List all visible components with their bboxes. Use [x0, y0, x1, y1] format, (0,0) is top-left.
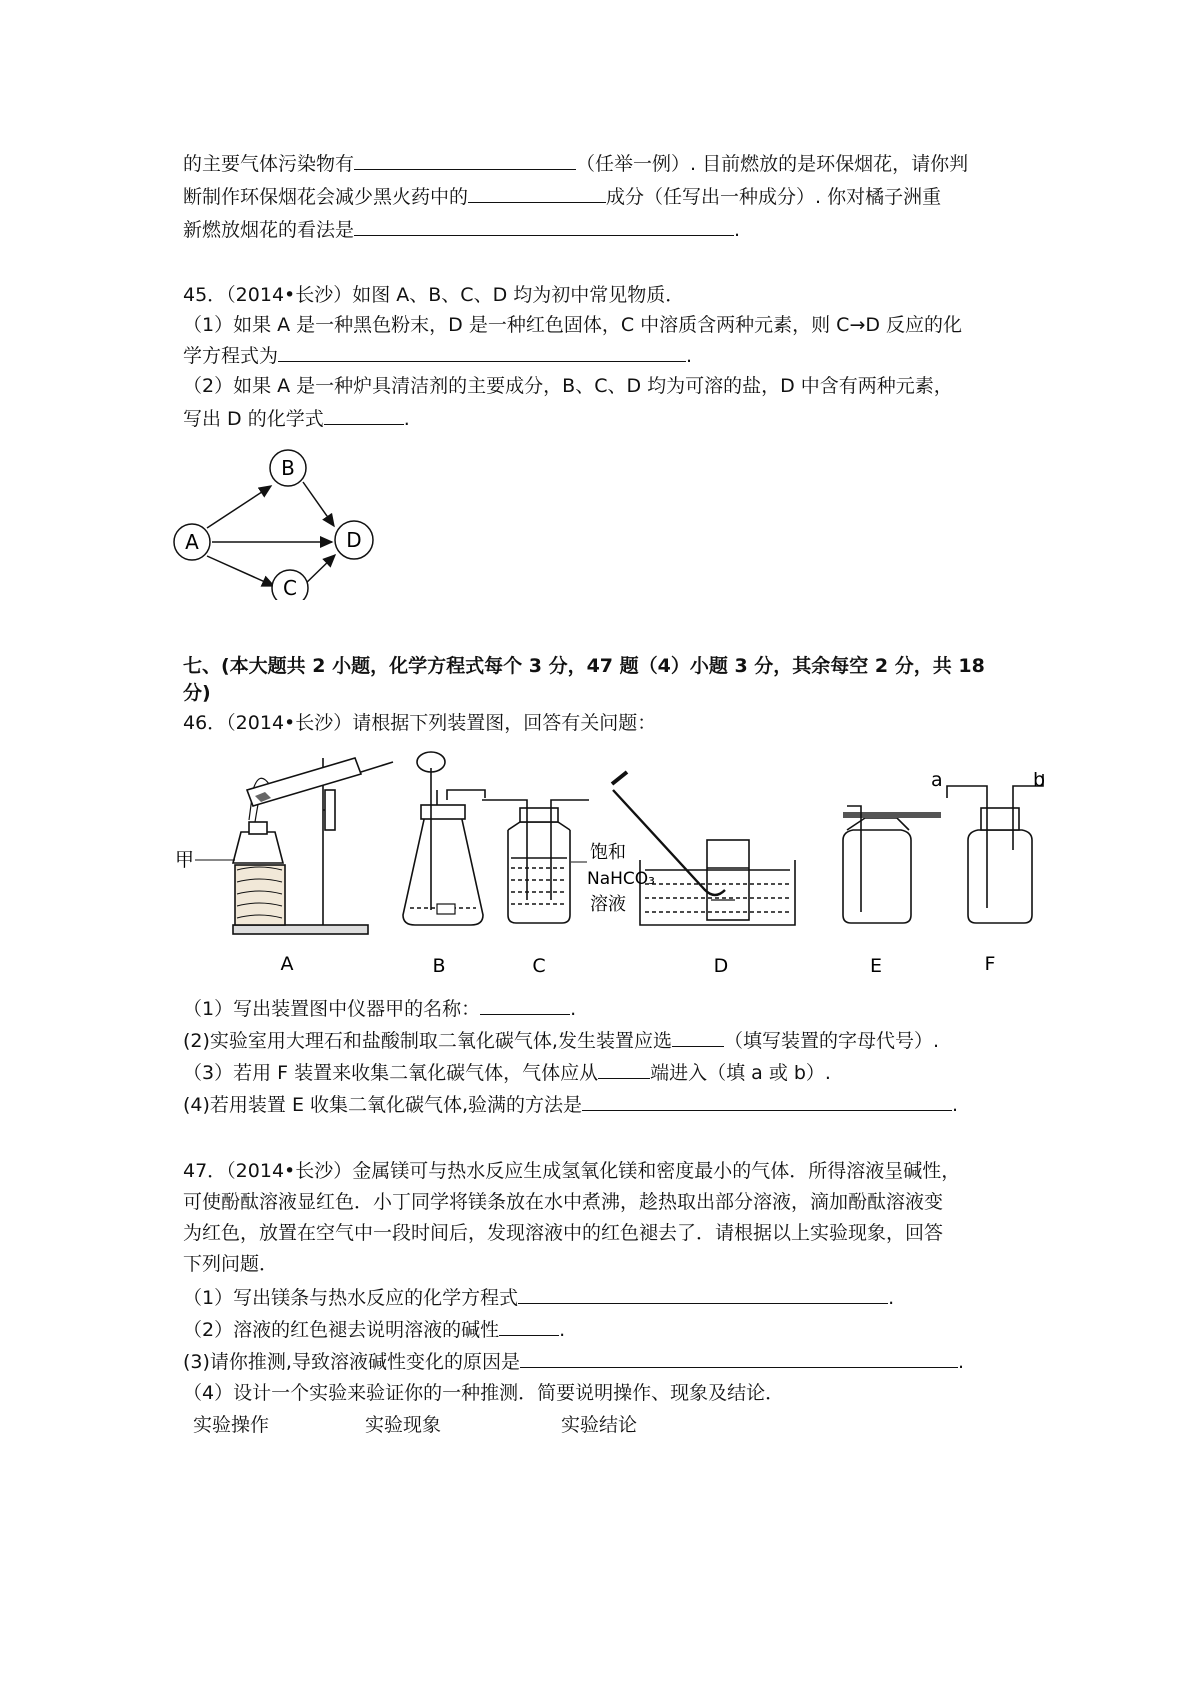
q47-sub-1: [183, 1284, 894, 1311]
q47-line-3: 为红色，放置在空气中一段时间后，发现溶液中的红色褪去了．请根据以上实验现象，回答: [183, 1222, 944, 1244]
q45-title: 45．（2014•长沙）如图 A、B、C、D 均为初中常见物质．: [183, 284, 685, 306]
label-solution: 溶液: [590, 894, 626, 915]
arrow-a-b: [207, 486, 271, 528]
q47-line-1: 47．（2014•长沙）金属镁可与热水反应生成氢氧化镁和密度最小的气体．所得溶液呈碱性，: [183, 1160, 961, 1182]
q47-blank-equation[interactable]: [518, 1284, 888, 1304]
q46-text-s3a: （3）若用 F 装置来收集二氧化碳气体，气体应从: [183, 1062, 599, 1084]
q45-blank-equation[interactable]: [278, 342, 686, 362]
q46-sub-2: [183, 1027, 939, 1054]
q46-end-1: .: [570, 998, 577, 1020]
q47-sub-3: [183, 1348, 964, 1375]
header-conclusion: 实验结论: [561, 1414, 638, 1436]
q46-sub-3: [183, 1059, 831, 1086]
section-7-header-2: 分): [183, 682, 211, 704]
apparatus-b: [403, 752, 485, 925]
section-7-header-1: 七、(本大题共 2 小题，化学方程式每个 3 分，47 题（4）小题 3 分，其余每空 2 分，共 18: [183, 655, 985, 677]
q44-blank-pollutant[interactable]: [354, 150, 576, 170]
q46-blank-instrument[interactable]: [480, 995, 570, 1015]
apparatus-a: [233, 758, 393, 934]
q47-text-s1: （1）写出镁条与热水反应的化学方程式: [183, 1287, 519, 1309]
q44-text-3a: 新燃放烟花的看法是: [183, 219, 355, 241]
q47-table-header: [193, 1412, 637, 1438]
q46-text-s2a: (2)实验室用大理石和盐酸制取二氧化碳气体,发生装置应选: [183, 1030, 672, 1052]
q45-part1-a: （1）如果 A 是一种黑色粉末，D 是一种红色固体，C 中溶质含两种元素，则 C→D 反应的化: [183, 314, 963, 336]
apparatus-label-a: A: [280, 953, 294, 975]
q46-end-4: .: [952, 1094, 959, 1116]
q45-text-p2b: 写出 D 的化学式: [183, 408, 324, 430]
q46-blank-port[interactable]: [598, 1059, 650, 1079]
q45-end-1: .: [686, 345, 693, 367]
q46-text-s2b: （填写装置的字母代号）.: [723, 1030, 940, 1052]
q44-line-3: [183, 216, 740, 243]
q45-end-2: .: [403, 408, 410, 430]
arrow-b-d: [303, 482, 334, 526]
q47-blank-reason[interactable]: [520, 1348, 958, 1368]
q45-part2-b: [183, 405, 410, 432]
q47-sub-4: （4）设计一个实验来验证你的一种推测．简要说明操作、现象及结论．: [183, 1382, 785, 1404]
q45-text-p1b: 学方程式为: [183, 345, 279, 367]
q47-end-3: .: [957, 1351, 965, 1373]
q47-text-s2: （2）溶液的红色褪去说明溶液的碱性: [183, 1319, 500, 1341]
node-c-label: C: [283, 576, 297, 600]
q44-text-1a: 的主要气体污染物有: [183, 153, 355, 175]
label-saturated: 饱和: [590, 842, 626, 863]
q44-text-2b: 成分（任写出一种成分）. 你对橘子洲重: [606, 186, 942, 208]
apparatus-f: [947, 774, 1043, 923]
node-a-label: A: [185, 530, 199, 554]
apparatus-label-d: D: [713, 955, 729, 977]
label-b-port: b: [1033, 769, 1046, 791]
header-phenomenon: 实验现象: [365, 1414, 442, 1436]
q44-blank-opinion[interactable]: [354, 216, 734, 236]
label-a-port: a: [931, 769, 943, 791]
q47-sub-2: [183, 1316, 565, 1343]
q47-text-s3: (3)请你推测,导致溶液碱性变化的原因是: [183, 1351, 520, 1373]
q47-end-2: .: [559, 1319, 566, 1341]
label-jia: 甲: [175, 849, 195, 871]
q44-end: .: [734, 219, 741, 241]
q44-blank-component[interactable]: [468, 183, 606, 203]
apparatus-c: [482, 800, 589, 923]
q46-blank-device[interactable]: [672, 1027, 724, 1047]
q46-sub-1: [183, 995, 576, 1022]
q46-blank-method[interactable]: [582, 1091, 952, 1111]
apparatus-e: [843, 806, 941, 923]
q44-line-1: [183, 150, 968, 177]
q47-blank-alkalinity[interactable]: [499, 1316, 559, 1336]
header-operation: 实验操作: [193, 1414, 270, 1436]
q47-line-4: 下列问题．: [183, 1253, 279, 1275]
q46-apparatus-figure: [175, 750, 1055, 990]
q46-title: 46．（2014•长沙）请根据下列装置图，回答有关问题：: [183, 712, 657, 734]
q45-part1-b: [183, 342, 692, 369]
q45-blank-formula[interactable]: [324, 405, 404, 425]
apparatus-label-e: E: [869, 955, 883, 977]
node-d-label: D: [346, 528, 362, 552]
arrow-a-c: [207, 556, 274, 586]
q44-line-2: [183, 183, 941, 210]
q47-end-1: .: [888, 1287, 895, 1309]
q46-text-s1: （1）写出装置图中仪器甲的名称：: [183, 998, 481, 1020]
q47-line-2: 可使酚酞溶液显红色．小丁同学将镁条放在水中煮沸，趁热取出部分溶液，滴加酚酞溶液变: [183, 1191, 944, 1213]
q45-part2-a: （2）如果 A 是一种炉具清洁剂的主要成分，B、C、D 均为可溶的盐，D 中含有两种元素，: [183, 375, 953, 397]
apparatus-label-f: F: [984, 953, 996, 975]
apparatus-label-b: B: [432, 955, 446, 977]
label-nahco3: NaHCO₃: [587, 869, 655, 889]
apparatus-d: [612, 772, 795, 925]
q44-text-2a: 断制作环保烟花会减少黑火药中的: [183, 186, 469, 208]
q44-text-1b: （任举一例）. 目前燃放的是环保烟花，请你判: [576, 153, 969, 175]
q46-text-s3b: 端进入（填 a 或 b）.: [650, 1062, 831, 1084]
q45-diagram: [170, 440, 430, 600]
node-b-label: B: [281, 456, 295, 480]
q46-sub-4: [183, 1091, 958, 1118]
q46-text-s4: (4)若用装置 E 收集二氧化碳气体,验满的方法是: [183, 1094, 583, 1116]
apparatus-label-c: C: [532, 955, 546, 977]
